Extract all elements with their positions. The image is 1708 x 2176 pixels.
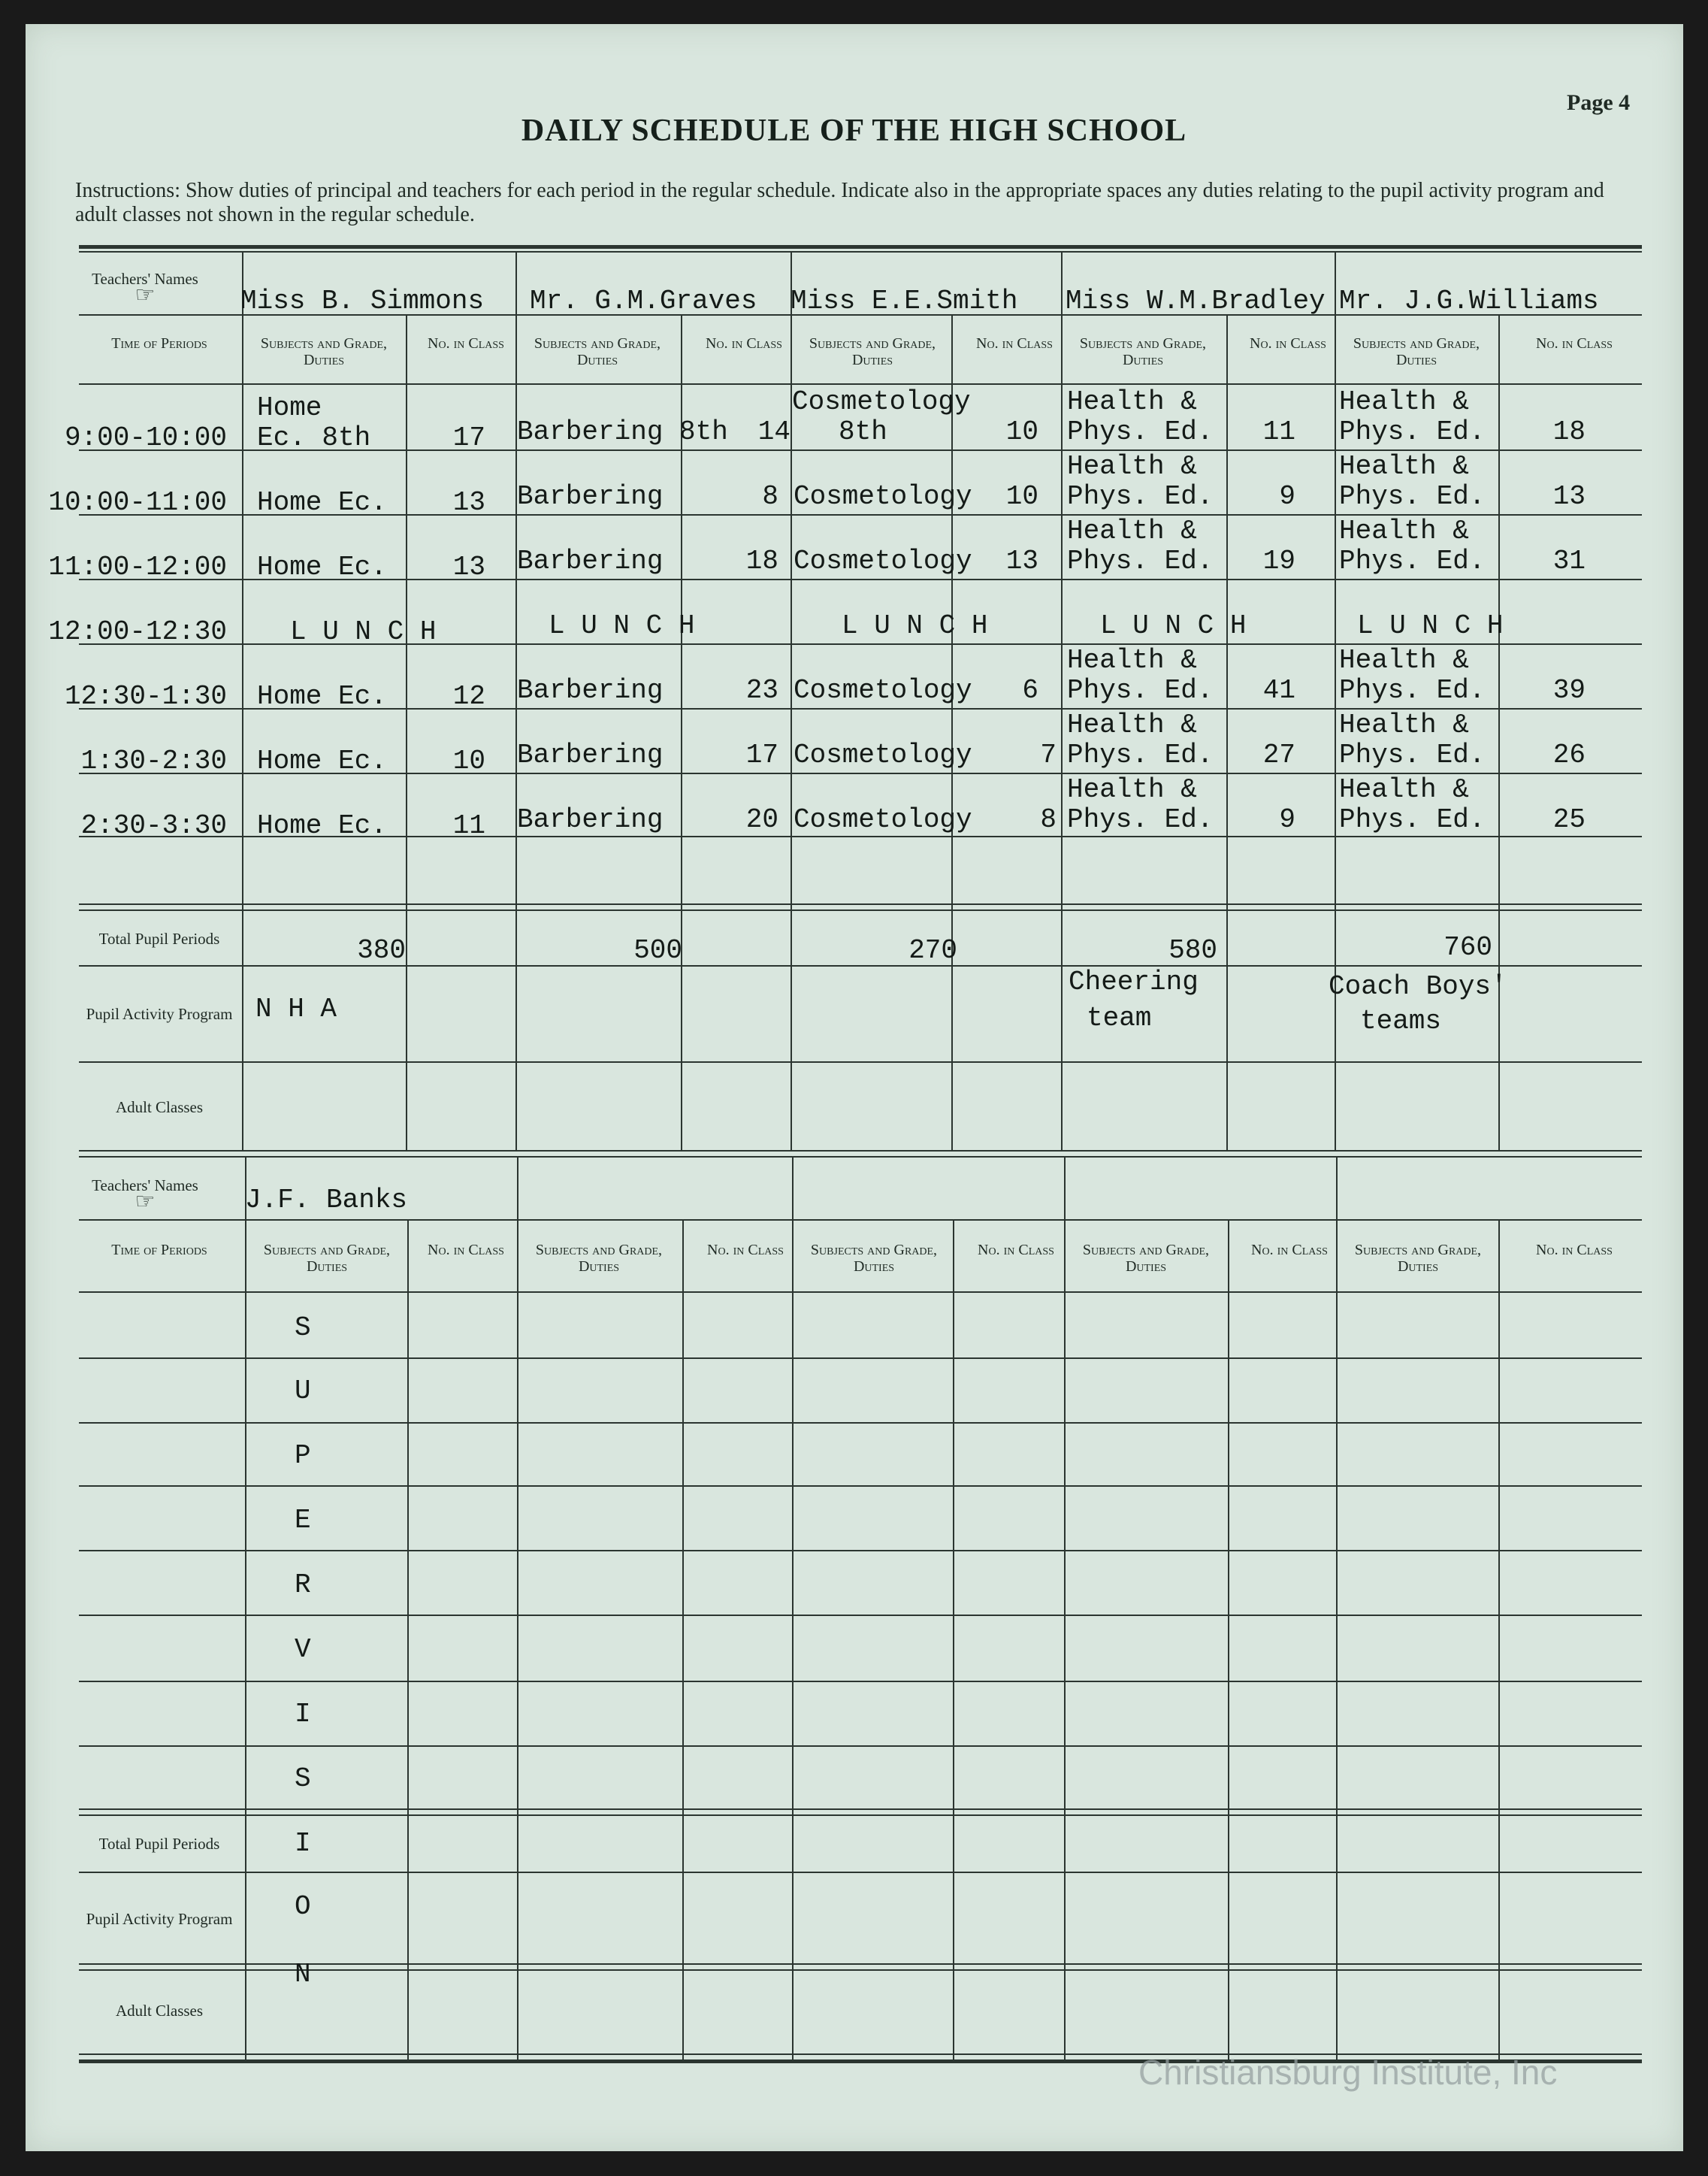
class-count: 17	[452, 422, 485, 453]
class-count: 10	[452, 746, 485, 776]
class-count: 13	[452, 487, 485, 518]
subject-line1: Health &	[1067, 774, 1197, 805]
col-divider	[792, 1156, 794, 2059]
col-divider	[682, 1219, 684, 2059]
class-count: 12	[452, 681, 485, 712]
no-in-class-label: No. in Class	[976, 335, 1053, 352]
subject: Barbering	[517, 675, 664, 706]
subject-line1: Health &	[1067, 386, 1197, 417]
class-count: 13	[452, 552, 485, 583]
rule	[79, 1291, 1642, 1293]
supervision-letter: N	[295, 1959, 311, 1990]
subject-line1: Health &	[1067, 645, 1197, 676]
activity-entry: teams	[1360, 1006, 1442, 1037]
pupil-activity-label: Pupil Activity Program	[86, 1005, 233, 1023]
period-time: 11:00-12:00	[48, 552, 227, 583]
rule	[79, 1219, 1642, 1221]
col-divider	[1061, 251, 1063, 1150]
no-in-class-label: No. in Class	[428, 335, 504, 352]
period-time: 12:30-1:30	[64, 681, 227, 712]
total-pupil-periods-label: Total Pupil Periods	[98, 1835, 220, 1853]
class-count: 20	[745, 804, 778, 835]
total-pupil-periods: 500	[633, 935, 682, 966]
subject: Cosmetology	[794, 804, 972, 835]
subject: Cosmetology	[794, 481, 972, 512]
class-count: 8	[1040, 804, 1057, 835]
adult-classes-label: Adult Classes	[115, 2002, 204, 2020]
rule	[79, 1357, 1642, 1359]
subject-line1: Health &	[1067, 710, 1197, 740]
supervision-letter: V	[295, 1634, 311, 1665]
page-number: Page 4	[1567, 90, 1631, 115]
subject: Phys. Ed.	[1067, 804, 1214, 835]
subject-line1: Health &	[1339, 774, 1469, 805]
col-divider	[953, 1219, 954, 2059]
rule	[79, 1969, 1642, 1971]
subjects-label: Subjects and Grade, Duties	[260, 335, 388, 368]
total-pupil-periods: 270	[908, 935, 957, 966]
class-count: 14	[757, 416, 791, 447]
class-count: 27	[1262, 740, 1295, 770]
subject: Phys. Ed.	[1067, 416, 1214, 447]
subject: Phys. Ed.	[1067, 740, 1214, 770]
lunch-label: L U N C H	[549, 610, 695, 641]
class-count: 13	[1005, 546, 1038, 577]
subject: 8th	[839, 416, 887, 447]
instructions: Instructions: Show duties of principal and teachers for each period in the regular schedule. Indicate also in the appropriate spaces any duties relating to the pupil activity program and adult classes not shown in the regular schedule.	[75, 179, 1604, 226]
class-count: 11	[1262, 416, 1295, 447]
rule	[79, 1485, 1642, 1487]
class-count: 18	[745, 546, 778, 577]
period-time: 9:00-10:00	[64, 422, 227, 453]
supervision-letter: O	[295, 1891, 311, 1922]
class-count: 23	[745, 675, 778, 706]
rule	[79, 1061, 1642, 1063]
no-in-class-label: No. in Class	[706, 335, 782, 352]
rule	[79, 383, 1642, 385]
subjects-label: Subjects and Grade, Duties	[535, 1242, 663, 1275]
class-count: 26	[1552, 740, 1586, 770]
period-time: 10:00-11:00	[48, 487, 227, 518]
supervision-letter: U	[295, 1376, 311, 1406]
rule	[79, 1745, 1642, 1747]
subject-line1: Health &	[1339, 516, 1469, 546]
subject: Barbering	[517, 481, 664, 512]
subjects-label: Subjects and Grade, Duties	[1353, 335, 1480, 368]
rule	[79, 251, 1642, 253]
subject: Cosmetology	[794, 740, 972, 770]
col-divider	[407, 1219, 409, 2059]
class-count: 9	[1279, 804, 1295, 835]
no-in-class-label: No. in Class	[707, 1242, 784, 1258]
subject: Phys. Ed.	[1339, 481, 1486, 512]
class-count: 25	[1552, 804, 1586, 835]
activity-entry: N H A	[255, 994, 337, 1024]
rule	[79, 1814, 1642, 1816]
rule	[79, 245, 1642, 249]
class-count: 11	[452, 810, 485, 841]
subject: Home Ec.	[257, 487, 387, 518]
pointing-hand-icon: ☞	[135, 1189, 156, 1214]
class-count: 10	[1005, 416, 1038, 447]
subject-line1: Health &	[1339, 645, 1469, 676]
class-count: 10	[1005, 481, 1038, 512]
col-divider	[1228, 1219, 1229, 2059]
col-divider	[1498, 1219, 1500, 2059]
teacher-name: Miss B. Simmons	[240, 286, 485, 316]
teachers-names-label: Teachers' Names ☞	[92, 1176, 198, 1214]
class-count: 7	[1040, 740, 1057, 770]
subject: Phys. Ed.	[1339, 740, 1486, 770]
subject: Phys. Ed.	[1339, 416, 1486, 447]
supervision-letter: R	[295, 1569, 311, 1600]
subject: Phys. Ed.	[1339, 675, 1486, 706]
no-in-class-label: No. in Class	[428, 1242, 504, 1258]
rule	[79, 1156, 1642, 1158]
subject: Barbering 8th	[517, 416, 728, 447]
subjects-label: Subjects and Grade, Duties	[1082, 1242, 1210, 1275]
activity-entry: team	[1087, 1003, 1152, 1034]
class-count: 31	[1552, 546, 1586, 577]
activity-entry: Coach Boys'	[1329, 971, 1507, 1002]
supervision-letter: I	[295, 1828, 311, 1859]
subjects-label: Subjects and Grade, Duties	[810, 1242, 938, 1275]
no-in-class-label: No. in Class	[1536, 335, 1613, 352]
class-count: 18	[1552, 416, 1586, 447]
subject-line1: Cosmetology	[792, 386, 971, 417]
rule	[79, 1963, 1642, 1965]
class-count: 13	[1552, 481, 1586, 512]
subjects-label: Subjects and Grade, Duties	[534, 335, 661, 368]
lunch-label: L U N C H	[1100, 610, 1247, 641]
col-divider	[1064, 1156, 1066, 2059]
class-count: 39	[1552, 675, 1586, 706]
period-time: 2:30-3:30	[80, 810, 227, 841]
supervision-letter: I	[295, 1699, 311, 1730]
subjects-label: Subjects and Grade, Duties	[1354, 1242, 1482, 1275]
class-count: 9	[1279, 481, 1295, 512]
adult-classes-label: Adult Classes	[115, 1098, 204, 1116]
subject: Phys. Ed.	[1339, 804, 1486, 835]
time-of-periods-label: Time of Periods	[111, 1242, 207, 1258]
time-of-periods-label: Time of Periods	[111, 335, 207, 352]
subject: Barbering	[517, 546, 664, 577]
subject-line1: Health &	[1339, 386, 1469, 417]
subject-line1: Health &	[1067, 451, 1197, 482]
teacher-name: Miss W.M.Bradley	[1066, 286, 1326, 316]
total-pupil-periods-label: Total Pupil Periods	[98, 930, 220, 948]
col-divider	[245, 1156, 246, 2059]
col-divider	[242, 251, 243, 1150]
total-pupil-periods: 380	[357, 935, 406, 966]
class-count: 17	[745, 740, 778, 770]
subject-line1: Health &	[1067, 516, 1197, 546]
teachers-names-label: Teachers' Names ☞	[92, 270, 198, 307]
supervision-letter: S	[295, 1312, 311, 1343]
subject: Cosmetology	[794, 546, 972, 577]
rule	[79, 1615, 1642, 1616]
teacher-name: Mr. J.G.Williams	[1339, 286, 1599, 316]
subject: Home Ec.	[257, 681, 387, 712]
rule	[79, 909, 1642, 911]
lunch-label: L U N C H	[290, 616, 437, 647]
no-in-class-label: No. in Class	[1251, 1242, 1328, 1258]
col-divider	[517, 1156, 518, 2059]
page-title: DAILY SCHEDULE OF THE HIGH SCHOOL	[521, 113, 1187, 148]
subject-line1: Health &	[1339, 710, 1469, 740]
class-count: 6	[1022, 675, 1038, 706]
subject-line1: Health &	[1339, 451, 1469, 482]
pointing-hand-icon: ☞	[135, 283, 156, 307]
subject: Cosmetology	[794, 675, 972, 706]
subject: Home Ec.	[257, 552, 387, 583]
supervision-letter: S	[295, 1763, 311, 1794]
period-time: 1:30-2:30	[80, 746, 227, 776]
subjects-label: Subjects and Grade, Duties	[1079, 335, 1207, 368]
pupil-activity-label: Pupil Activity Program	[86, 1910, 233, 1928]
total-pupil-periods: 760	[1443, 932, 1492, 963]
lunch-label: L U N C H	[842, 610, 988, 641]
subject: Ec. 8th	[257, 422, 371, 453]
class-count: 41	[1262, 675, 1295, 706]
subject: Home Ec.	[257, 810, 387, 841]
subject: Phys. Ed.	[1339, 546, 1486, 577]
supervision-letter: E	[295, 1505, 311, 1536]
subjects-label: Subjects and Grade, Duties	[809, 335, 936, 368]
no-in-class-label: No. in Class	[978, 1242, 1054, 1258]
subject-line1: Home	[257, 392, 322, 423]
watermark: Christiansburg Institute, Inc	[1138, 2053, 1558, 2092]
rule	[79, 1150, 1642, 1152]
total-pupil-periods: 580	[1168, 935, 1217, 966]
teacher-name: Miss E.E.Smith	[791, 286, 1018, 316]
teacher-name: Mr. G.M.Graves	[530, 286, 757, 316]
class-count: 19	[1262, 546, 1295, 577]
no-in-class-label: No. in Class	[1250, 335, 1326, 352]
subject: Barbering	[517, 804, 664, 835]
subject: Home Ec.	[257, 746, 387, 776]
rule	[79, 1681, 1642, 1682]
subject: Phys. Ed.	[1067, 481, 1214, 512]
rule	[79, 1422, 1642, 1424]
subject: Barbering	[517, 740, 664, 770]
activity-entry: Cheering	[1069, 967, 1199, 997]
class-count: 8	[762, 481, 778, 512]
lunch-label: L U N C H	[1357, 610, 1504, 641]
subjects-label: Subjects and Grade, Duties	[263, 1242, 391, 1275]
rule	[79, 903, 1642, 905]
col-divider	[1335, 251, 1336, 1150]
supervision-letter: P	[295, 1440, 311, 1471]
period-time: 12:00-12:30	[48, 616, 227, 647]
teacher-name: J.F. Banks	[245, 1185, 408, 1215]
col-divider	[1336, 1156, 1338, 2059]
subject: Phys. Ed.	[1067, 675, 1214, 706]
rule	[79, 1872, 1642, 1873]
rule	[79, 1808, 1642, 1810]
rule	[79, 1550, 1642, 1551]
no-in-class-label: No. in Class	[1536, 1242, 1613, 1258]
subject: Phys. Ed.	[1067, 546, 1214, 577]
